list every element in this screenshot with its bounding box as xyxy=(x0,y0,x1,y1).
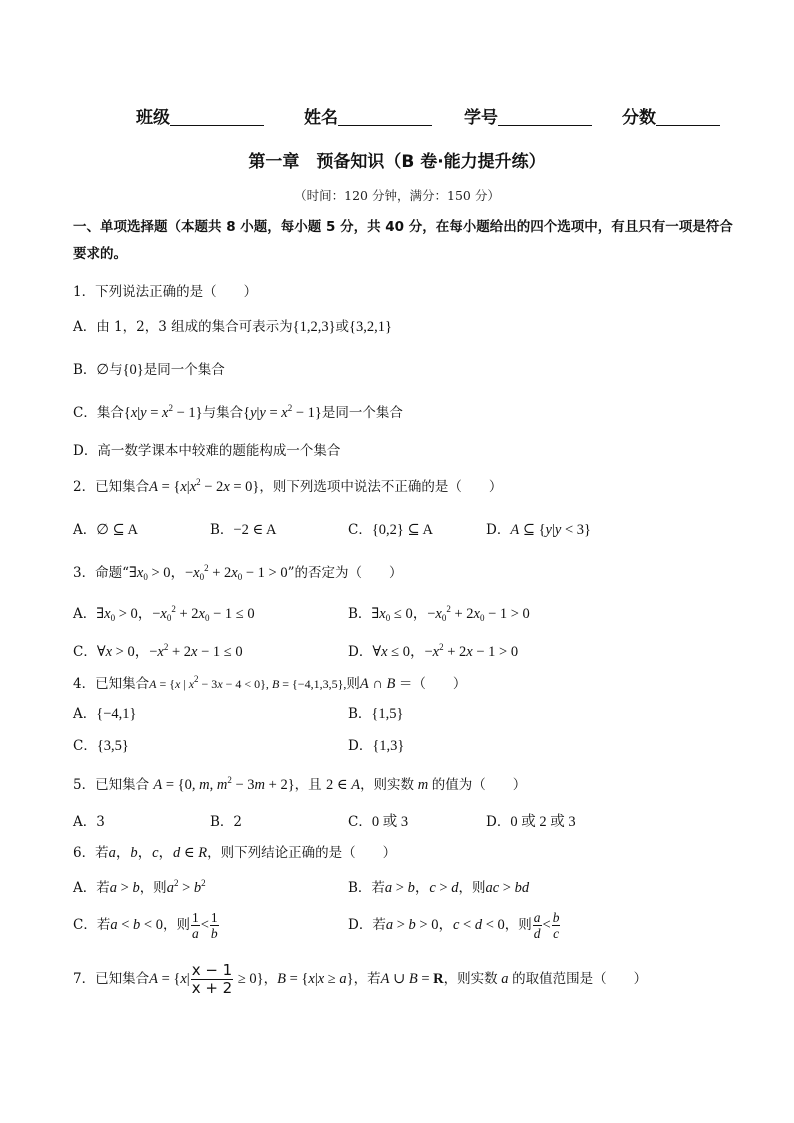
class-field[interactable] xyxy=(136,103,264,128)
q1-b-with: 与 xyxy=(109,362,123,378)
q6-c-result: $\frac{1}{a}$ < $\frac{1}{b}$ xyxy=(191,910,218,941)
q7-set-b: B = {x|x ≥ a} xyxy=(277,970,354,987)
q6-b-then: ，则 xyxy=(458,880,486,896)
q1-c-set1: $\{x|y = x^2 - 1\}$ xyxy=(123,403,203,421)
q4-sets: A = {x | $x^2 - 3x - 4 < 0$}, B = {−4,1,3,5}, xyxy=(149,674,347,691)
q5-set: A = {0, m, $m^2 - 3m + 2$} xyxy=(153,775,295,793)
q6-stem xyxy=(73,842,396,864)
student-id-label: 学号 xyxy=(464,108,498,128)
class-blank xyxy=(170,107,264,126)
q3-c-label: C． xyxy=(73,644,97,660)
q7-stem-suffix: 的取值范围是（ ） xyxy=(512,970,648,987)
q2-b-label: B． xyxy=(210,522,234,538)
q5-d-text: 0 或 2 或 3 xyxy=(510,814,576,830)
q6-a-cond: a > b xyxy=(109,880,140,896)
q3-d-label: D． xyxy=(348,644,373,660)
q2-d-label: D． xyxy=(486,522,511,538)
q2-option-d[interactable] xyxy=(486,519,591,541)
q6-a-then: ，则 xyxy=(139,880,167,896)
q6-stem-suffix: ，则下列结论正确的是（ ） xyxy=(207,845,397,861)
q1-c-prefix: C．集合 xyxy=(73,405,124,421)
q5-c-text: 0 或 3 xyxy=(371,814,409,830)
q4-c-label: C． xyxy=(73,738,97,754)
q7-set-a: A = {x| $\frac{x - 1}{x + 2}$ ≥ 0} xyxy=(149,961,264,997)
score-field[interactable] xyxy=(622,103,720,128)
q7-stem-mid2: ，若 xyxy=(353,970,381,987)
q4-expr: A ∩ B xyxy=(359,676,396,692)
q1-c-set2: $\{y|y = x^2 - 1\}$ xyxy=(243,403,322,421)
q2-option-b[interactable] xyxy=(210,519,277,541)
q1-option-c[interactable] xyxy=(73,402,403,424)
q2-a-text: ∅ ⊆ A xyxy=(96,522,138,538)
score-label: 分数 xyxy=(622,108,656,128)
student-id-field[interactable] xyxy=(464,103,592,128)
q1-option-a[interactable] xyxy=(73,316,392,338)
q5-d-label: D． xyxy=(486,814,511,830)
q4-option-c[interactable] xyxy=(73,735,129,757)
q3-option-a[interactable] xyxy=(73,603,255,625)
q2-b-text: −2 ∈ A xyxy=(233,522,277,538)
q4-d-label: D． xyxy=(348,738,373,754)
q4-b-text: {1,5} xyxy=(371,706,404,722)
section-heading: 一、单项选择题（本题共 8 小题，每小题 5 分，共 40 分，在每小题给出的四个选项中，有且只有一项是符合要求的。 xyxy=(73,219,733,262)
q1-a-text: A．由 1，2，3 组成的集合可表示为 xyxy=(73,319,293,335)
q4-option-a[interactable] xyxy=(73,703,136,725)
q3-b-text: $\exists x_0 \le 0$，$-x_0^2 + 2x_0 - 1 > 0$ xyxy=(371,604,530,623)
score-blank xyxy=(656,107,720,126)
student-id-blank xyxy=(498,107,592,126)
q2-a-label: A． xyxy=(73,522,97,538)
q4-stem xyxy=(73,673,466,695)
name-field[interactable] xyxy=(304,103,432,128)
q6-b-label: B．若 xyxy=(348,880,385,896)
q5-stem-mid: ，且 xyxy=(294,777,326,793)
q4-stem-then: 则 xyxy=(346,676,360,692)
q4-option-b[interactable] xyxy=(348,703,403,725)
q2-d-text: A ⊆ {y|y < 3} xyxy=(510,522,591,538)
q2-set-a: $A = \{x|x^2 - 2x = 0\}$ xyxy=(149,477,260,495)
q6-c-cond: a < b < 0 xyxy=(110,916,163,933)
q3-option-c[interactable] xyxy=(73,641,243,663)
q2-stem-suffix: ，则下列选项中说法不正确的是（ ） xyxy=(259,479,503,495)
q5-cond: 2 ∈ A xyxy=(325,777,361,793)
q1-c-and: 与集合 xyxy=(202,405,244,421)
q1-a-set1: {1,2,3} xyxy=(292,319,336,335)
q5-option-c[interactable] xyxy=(348,811,408,833)
q3-c-text: ∀x > 0，$-x^2 + 2x - 1 \le 0$ xyxy=(96,642,243,660)
q6-d-result: $\frac{a}{d}$ < $\frac{b}{c}$ xyxy=(533,910,560,941)
q1-b-suffix: 是同一个集合 xyxy=(143,362,225,378)
q6-a-result: $a^2 > b^2$ xyxy=(166,878,206,896)
q6-option-c[interactable] xyxy=(73,910,220,941)
q6-d-label: D．若 xyxy=(348,916,386,933)
q4-stem-end: ＝（ ） xyxy=(398,676,467,692)
q6-c-then: ，则 xyxy=(162,916,190,933)
q7-stem-mid3: ，则实数 xyxy=(443,970,498,987)
q4-a-label: A． xyxy=(73,706,97,722)
q7-cond: A ∪ B = R xyxy=(380,970,444,987)
q1-c-suffix: 是同一个集合 xyxy=(321,405,403,421)
q6-d-cond: a > b > 0，c < d < 0 xyxy=(385,916,505,933)
q1-a-set2: {3,2,1} xyxy=(349,319,392,335)
q2-c-label: C． xyxy=(348,522,372,538)
q5-stem: 5．已知集合 A = {0, m, $m^2 - 3m + 2$}，且 2 ∈ A，则实数 m 的值为（ ） xyxy=(73,775,527,793)
q2-option-a[interactable] xyxy=(73,519,138,541)
page-title: 第一章 预备知识（B 卷·能力提升练） xyxy=(248,152,546,172)
q2-stem xyxy=(73,476,502,498)
q3-a-text: $\exists x_0 > 0$，$-x_0^2 + 2x_0 - 1 \le 0$ xyxy=(96,604,255,623)
q7-stem-mid: ， xyxy=(263,970,278,987)
q5-stem-mid2: ，则实数 xyxy=(360,777,415,793)
q5-option-d[interactable] xyxy=(486,811,576,833)
q1-option-b[interactable] xyxy=(73,359,225,381)
q5-stem-prefix: 5．已知集合 xyxy=(73,777,154,793)
q1-option-d[interactable]: D．高一数学课本中较难的题能构成一个集合 xyxy=(73,443,341,459)
q4-d-text: {1,3} xyxy=(372,738,405,754)
q6-b-result: ac > bd xyxy=(485,880,530,896)
name-label: 姓名 xyxy=(304,108,338,128)
q6-c-label: C．若 xyxy=(73,916,111,933)
q7-stem-prefix: 7．已知集合 xyxy=(73,970,150,987)
q6-b-cond: a > b，c > d xyxy=(384,880,459,896)
q3-option-b[interactable] xyxy=(348,603,530,625)
q4-a-text: {−4,1} xyxy=(96,706,137,722)
q2-option-c[interactable] xyxy=(348,519,433,541)
q6-d-then: ，则 xyxy=(504,916,532,933)
q1-b-set: {0} xyxy=(122,362,144,378)
q3-option-d[interactable] xyxy=(348,641,518,663)
q2-c-text: {0,2} ⊆ A xyxy=(371,522,433,538)
q5-c-label: C． xyxy=(348,814,372,830)
q6-a-label: A．若 xyxy=(73,880,110,896)
q3-d-text: ∀x ≤ 0，$-x^2 + 2x - 1 > 0$ xyxy=(372,642,519,660)
q3-proposition: $\exists x_0 > 0$，$-x_0^2 + 2x_0 - 1 > 0$ xyxy=(129,563,288,582)
q3-b-label: B． xyxy=(348,606,372,622)
q6-stem-prefix: 6．若 xyxy=(73,845,109,861)
q1-stem: 1．下列说法正确的是（ ） xyxy=(73,284,258,300)
q4-stem-prefix: 4．已知集合 xyxy=(73,676,150,692)
q6-vars: a，b，c，d ∈ R xyxy=(108,845,208,861)
q5-stem-suffix: 的值为（ ） xyxy=(431,777,527,793)
q1-b-empty-set: ∅ xyxy=(96,362,110,378)
q3-stem-prefix: 3．命题“ xyxy=(73,565,129,581)
q6-option-d[interactable] xyxy=(348,910,561,941)
q2-stem-prefix: 2．已知集合 xyxy=(73,479,150,495)
q4-b-label: B． xyxy=(348,706,372,722)
q1-b-label: B． xyxy=(73,362,97,378)
q5-option-a[interactable]: A．3 xyxy=(73,814,105,830)
q1-a-or: 或 xyxy=(335,319,350,335)
class-label: 班级 xyxy=(136,108,170,128)
q3-stem-suffix: ”的否定为（ ） xyxy=(287,565,403,581)
q3-a-label: A． xyxy=(73,606,97,622)
q5-option-b[interactable]: B．2 xyxy=(210,814,243,830)
q6-option-b[interactable] xyxy=(348,877,529,899)
q7-stem: 7．已知集合A = {x| $\frac{x - 1}{x + 2}$ ≥ 0}，B = {x|x ≥ a}，若A ∪ B = R，则实数 a 的取值范围是（ ） xyxy=(73,961,648,997)
q4-c-text: {3,5} xyxy=(96,738,129,754)
q6-option-a[interactable] xyxy=(73,877,206,899)
q3-stem xyxy=(73,562,403,584)
page-subtitle: （时间：120 分钟，满分：150 分） xyxy=(294,188,500,203)
name-blank xyxy=(338,107,432,126)
q4-option-d[interactable] xyxy=(348,735,404,757)
